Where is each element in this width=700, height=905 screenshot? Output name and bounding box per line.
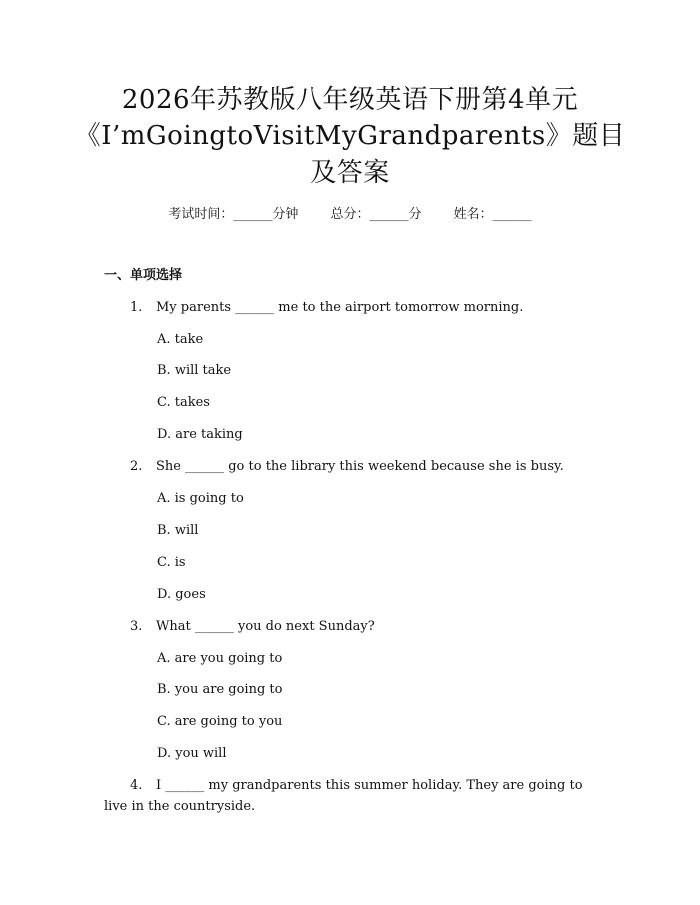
page-title-line-1: 2026年苏教版八年级英语下册第4单元	[121, 85, 579, 115]
exam-time: 考试时间：______分钟	[168, 207, 299, 222]
page-title-line-2: 《I’mGoingtoVisitMyGrandparents》题目	[74, 121, 626, 151]
question-2-option-d: D. goes	[157, 587, 206, 602]
question-text: I ______ my grandparents this summer holiday. They are going to	[156, 778, 583, 793]
question-text: She ______ go to the library this weekend because she is busy.	[156, 459, 564, 474]
question-text: My parents ______ me to the airport tomorrow morning.	[156, 300, 524, 315]
question-2-option-b: B. will	[157, 523, 199, 538]
student-name: 姓名：______	[453, 207, 532, 222]
question-number: 2.	[130, 459, 143, 474]
exam-info	[0, 205, 700, 225]
question-1	[130, 298, 523, 318]
page-title-line-3: 及答案	[310, 158, 390, 188]
question-3-option-a: A. are you going to	[157, 651, 283, 666]
question-1-option-c: C. takes	[157, 395, 210, 410]
question-number: 1.	[130, 300, 143, 315]
question-4	[130, 776, 583, 796]
question-3	[130, 617, 375, 637]
question-number: 3.	[130, 619, 143, 634]
section-heading: 一、单项选择	[104, 268, 183, 283]
exam-score: 总分：______分	[330, 207, 422, 222]
question-text: What ______ you do next Sunday?	[156, 619, 375, 634]
question-2	[130, 457, 564, 477]
question-3-option-d: D. you will	[157, 746, 227, 761]
question-number: 4.	[130, 778, 143, 793]
question-3-option-c: C. are going to you	[157, 714, 283, 729]
question-1-option-d: D. are taking	[157, 427, 243, 442]
question-2-option-a: A. is going to	[157, 491, 244, 506]
question-1-option-b: B. will take	[157, 363, 232, 378]
question-1-option-a: A. take	[157, 332, 204, 347]
question-3-option-b: B. you are going to	[157, 682, 283, 697]
question-4-continuation: live in the countryside.	[104, 799, 256, 814]
question-2-option-c: C. is	[157, 555, 186, 570]
